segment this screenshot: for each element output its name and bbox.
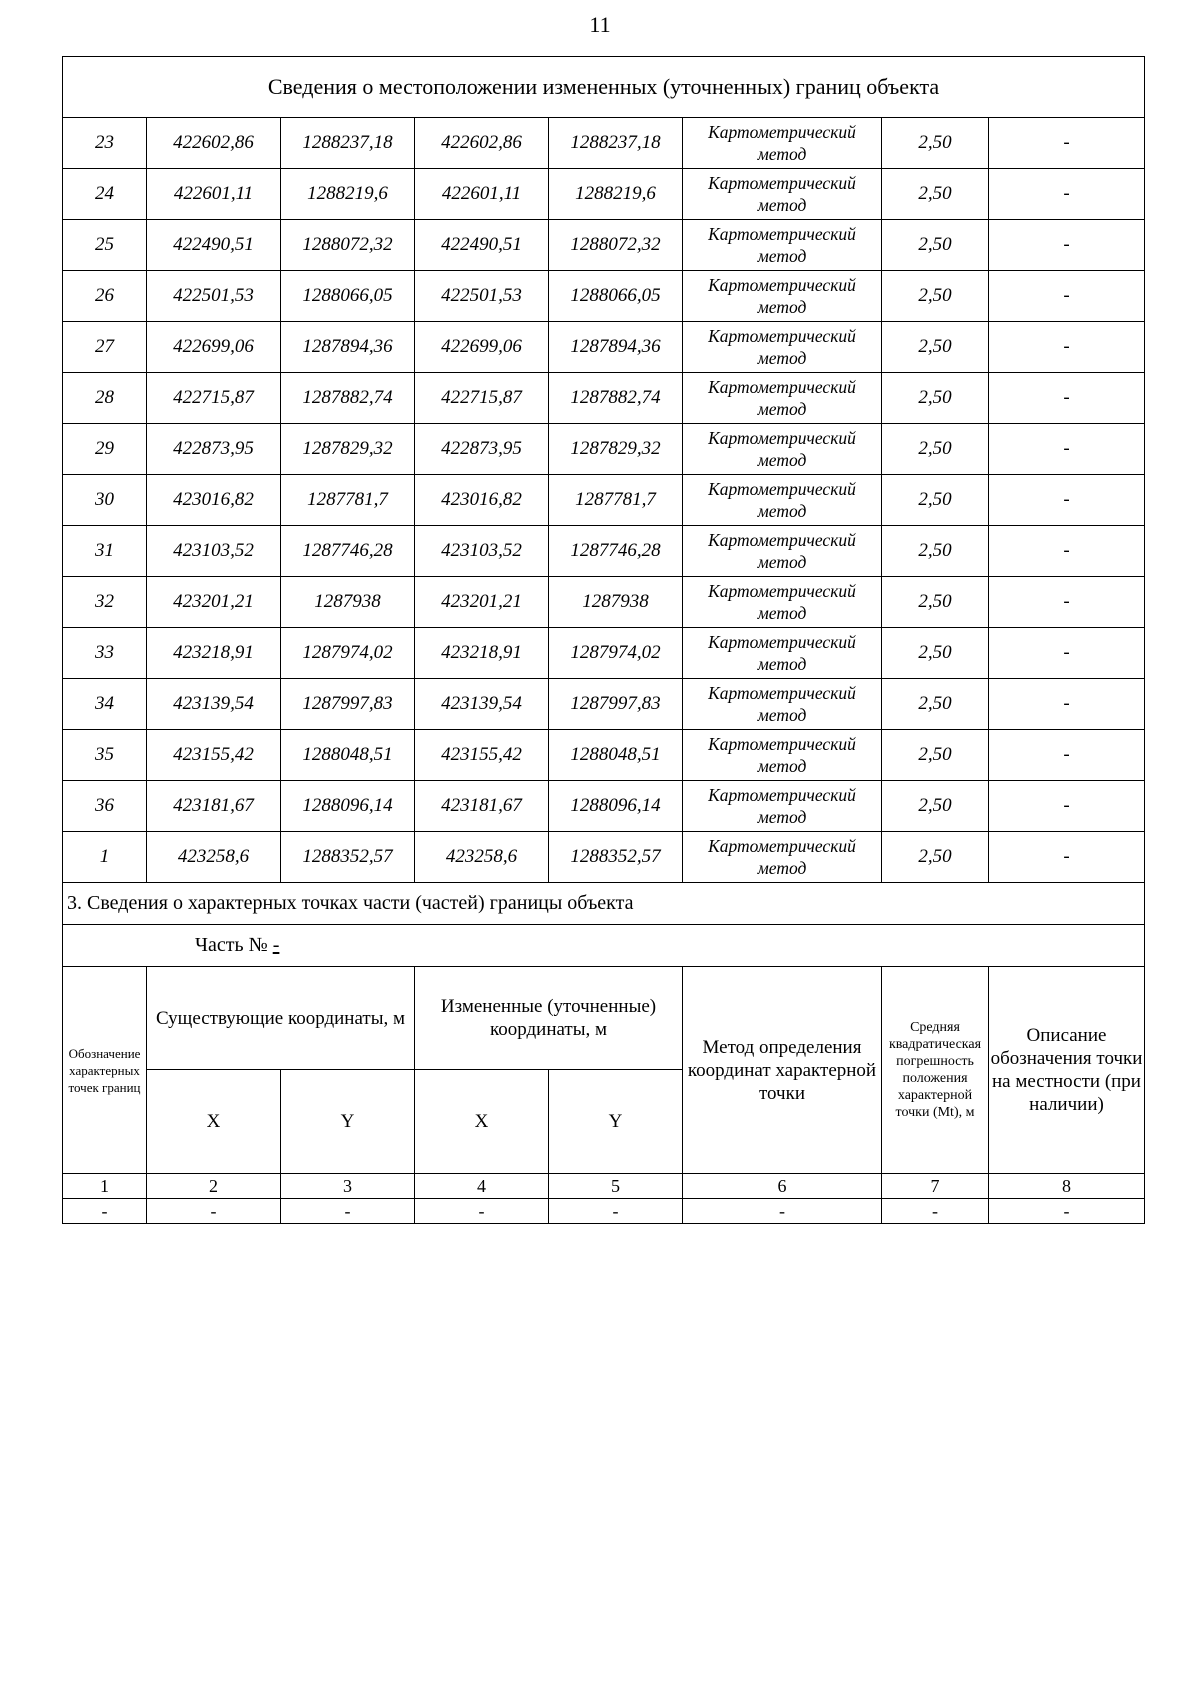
mt-cell: 2,50 (882, 730, 989, 781)
changed-x-cell: 422601,11 (415, 169, 549, 220)
description-cell: - (989, 271, 1145, 322)
point-number-cell: 32 (63, 577, 147, 628)
table-row (63, 781, 1145, 832)
part-number (63, 925, 1145, 967)
point-number-cell: 30 (63, 475, 147, 526)
table-title: Сведения о местоположении измененных (уточненных) границ объекта (63, 57, 1145, 118)
changed-y-cell: 1288352,57 (549, 832, 683, 883)
existing-x-cell: 423103,52 (147, 526, 281, 577)
changed-y-cell: 1288219,6 (549, 169, 683, 220)
changed-y-cell: 1287746,28 (549, 526, 683, 577)
changed-x-cell: 423218,91 (415, 628, 549, 679)
existing-y-cell: 1287746,28 (281, 526, 415, 577)
point-number-cell: 34 (63, 679, 147, 730)
table-row (63, 628, 1145, 679)
existing-y-cell: 1287938 (281, 577, 415, 628)
changed-y-cell: 1287781,7 (549, 475, 683, 526)
table-row (63, 577, 1145, 628)
existing-y-cell: 1287997,83 (281, 679, 415, 730)
method-cell: Картометрический метод (683, 475, 882, 526)
method-cell: Картометрический метод (683, 322, 882, 373)
changed-y-cell: 1287882,74 (549, 373, 683, 424)
point-number-cell: 25 (63, 220, 147, 271)
table-row (63, 730, 1145, 781)
column-number-cell: 8 (989, 1174, 1145, 1199)
mt-cell: 2,50 (882, 832, 989, 883)
changed-y-cell: 1287974,02 (549, 628, 683, 679)
changed-x-cell: 422602,86 (415, 118, 549, 169)
description-cell: - (989, 118, 1145, 169)
mt-cell: 2,50 (882, 169, 989, 220)
mt-cell: 2,50 (882, 628, 989, 679)
mt-header: Средняя квадратическая погрешность положения характерной точки (Mt), м (882, 967, 989, 1174)
changed-x-cell: 423016,82 (415, 475, 549, 526)
description-cell: - (989, 679, 1145, 730)
point-number-cell: 24 (63, 169, 147, 220)
changed-y-cell: 1288096,14 (549, 781, 683, 832)
empty-cell: - (63, 1199, 147, 1224)
changed-y-cell: 1288237,18 (549, 118, 683, 169)
point-number-cell: 1 (63, 832, 147, 883)
point-number-cell: 36 (63, 781, 147, 832)
existing-y-cell: 1288066,05 (281, 271, 415, 322)
description-cell: - (989, 628, 1145, 679)
changed-y-cell: 1288048,51 (549, 730, 683, 781)
page-number: 11 (589, 12, 611, 37)
description-cell: - (989, 781, 1145, 832)
section-3-title: 3. Сведения о характерных точках части (частей) границы объекта (63, 883, 1145, 925)
column-number-cell: 3 (281, 1174, 415, 1199)
part-number-row (63, 925, 1145, 967)
mt-cell: 2,50 (882, 679, 989, 730)
table-row (63, 424, 1145, 475)
existing-y-cell: 1287882,74 (281, 373, 415, 424)
changed-x-cell: 422699,06 (415, 322, 549, 373)
table-row (63, 322, 1145, 373)
existing-y-cell: 1288096,14 (281, 781, 415, 832)
existing-y-header: Y (281, 1070, 415, 1174)
description-cell: - (989, 577, 1145, 628)
mt-cell: 2,50 (882, 424, 989, 475)
mt-cell: 2,50 (882, 322, 989, 373)
table-row (63, 220, 1145, 271)
table-row (63, 1199, 1145, 1224)
point-number-cell: 29 (63, 424, 147, 475)
method-cell: Картометрический метод (683, 526, 882, 577)
empty-cell: - (683, 1199, 882, 1224)
mt-cell: 2,50 (882, 373, 989, 424)
point-number-cell: 33 (63, 628, 147, 679)
changed-y-cell: 1287894,36 (549, 322, 683, 373)
table-row (63, 118, 1145, 169)
changed-x-header: X (415, 1070, 549, 1174)
changed-coords-header: Измененные (уточненные) координаты, м (415, 967, 683, 1070)
method-cell: Картометрический метод (683, 373, 882, 424)
empty-cell: - (549, 1199, 683, 1224)
table-row (63, 271, 1145, 322)
method-header: Метод определения координат характерной точки (683, 967, 882, 1174)
description-cell: - (989, 169, 1145, 220)
changed-y-cell: 1288066,05 (549, 271, 683, 322)
existing-x-cell: 422601,11 (147, 169, 281, 220)
mt-cell: 2,50 (882, 781, 989, 832)
empty-cell: - (147, 1199, 281, 1224)
description-cell: - (989, 220, 1145, 271)
method-cell: Картометрический метод (683, 832, 882, 883)
table-row (63, 679, 1145, 730)
column-number-cell: 5 (549, 1174, 683, 1199)
part-label: Часть № (195, 934, 268, 956)
existing-x-cell: 422699,06 (147, 322, 281, 373)
mt-cell: 2,50 (882, 526, 989, 577)
point-number-cell: 28 (63, 373, 147, 424)
description-cell: - (989, 475, 1145, 526)
point-number-cell: 31 (63, 526, 147, 577)
changed-y-header: Y (549, 1070, 683, 1174)
existing-x-header: X (147, 1070, 281, 1174)
changed-x-cell: 423155,42 (415, 730, 549, 781)
changed-x-cell: 423103,52 (415, 526, 549, 577)
table-row (63, 526, 1145, 577)
empty-cell: - (989, 1199, 1145, 1224)
table-row (63, 832, 1145, 883)
description-cell: - (989, 730, 1145, 781)
existing-y-cell: 1287829,32 (281, 424, 415, 475)
column-number-cell: 7 (882, 1174, 989, 1199)
mt-cell: 2,50 (882, 118, 989, 169)
changed-x-cell: 423201,21 (415, 577, 549, 628)
existing-y-cell: 1288072,32 (281, 220, 415, 271)
changed-y-cell: 1287997,83 (549, 679, 683, 730)
existing-y-cell: 1287781,7 (281, 475, 415, 526)
description-cell: - (989, 424, 1145, 475)
existing-x-cell: 422602,86 (147, 118, 281, 169)
part-value: - (272, 934, 280, 956)
column-number-cell: 4 (415, 1174, 549, 1199)
existing-y-cell: 1288048,51 (281, 730, 415, 781)
section-3-title-row (63, 883, 1145, 925)
changed-y-cell: 1287938 (549, 577, 683, 628)
empty-cell: - (882, 1199, 989, 1224)
existing-x-cell: 423201,21 (147, 577, 281, 628)
method-cell: Картометрический метод (683, 730, 882, 781)
column-number-cell: 6 (683, 1174, 882, 1199)
description-cell: - (989, 526, 1145, 577)
method-cell: Картометрический метод (683, 424, 882, 475)
mt-cell: 2,50 (882, 577, 989, 628)
description-cell: - (989, 322, 1145, 373)
mt-cell: 2,50 (882, 475, 989, 526)
description-header: Описание обозначения точки на местности (при наличии) (989, 967, 1145, 1174)
method-cell: Картометрический метод (683, 169, 882, 220)
boundary-table (62, 56, 1145, 1224)
existing-x-cell: 422490,51 (147, 220, 281, 271)
point-number-cell: 26 (63, 271, 147, 322)
method-cell: Картометрический метод (683, 220, 882, 271)
existing-y-cell: 1287974,02 (281, 628, 415, 679)
existing-y-cell: 1288237,18 (281, 118, 415, 169)
existing-y-cell: 1288352,57 (281, 832, 415, 883)
method-cell: Картометрический метод (683, 781, 882, 832)
changed-x-cell: 422490,51 (415, 220, 549, 271)
header-row-1 (63, 967, 1145, 1070)
point-number-cell: 23 (63, 118, 147, 169)
existing-y-cell: 1288219,6 (281, 169, 415, 220)
column-number-cell: 1 (63, 1174, 147, 1199)
existing-x-cell: 423155,42 (147, 730, 281, 781)
changed-x-cell: 422501,53 (415, 271, 549, 322)
existing-x-cell: 423218,91 (147, 628, 281, 679)
method-cell: Картометрический метод (683, 118, 882, 169)
point-number-cell: 27 (63, 322, 147, 373)
description-cell: - (989, 832, 1145, 883)
existing-x-cell: 423258,6 (147, 832, 281, 883)
method-cell: Картометрический метод (683, 679, 882, 730)
changed-y-cell: 1288072,32 (549, 220, 683, 271)
changed-x-cell: 422715,87 (415, 373, 549, 424)
method-cell: Картометрический метод (683, 577, 882, 628)
existing-x-cell: 423016,82 (147, 475, 281, 526)
table-row (63, 373, 1145, 424)
changed-x-cell: 422873,95 (415, 424, 549, 475)
changed-x-cell: 423258,6 (415, 832, 549, 883)
description-cell: - (989, 373, 1145, 424)
existing-x-cell: 423181,67 (147, 781, 281, 832)
empty-cell: - (281, 1199, 415, 1224)
table-row (63, 169, 1145, 220)
mt-cell: 2,50 (882, 220, 989, 271)
existing-x-cell: 422715,87 (147, 373, 281, 424)
changed-x-cell: 423139,54 (415, 679, 549, 730)
designation-header: Обозначение характерных точек границ (63, 967, 147, 1174)
column-number-cell: 2 (147, 1174, 281, 1199)
mt-cell: 2,50 (882, 271, 989, 322)
existing-coords-header: Существующие координаты, м (147, 967, 415, 1070)
changed-x-cell: 423181,67 (415, 781, 549, 832)
empty-cell: - (415, 1199, 549, 1224)
existing-x-cell: 423139,54 (147, 679, 281, 730)
existing-y-cell: 1287894,36 (281, 322, 415, 373)
existing-x-cell: 422501,53 (147, 271, 281, 322)
table-title-row (63, 57, 1145, 118)
point-number-cell: 35 (63, 730, 147, 781)
method-cell: Картометрический метод (683, 628, 882, 679)
method-cell: Картометрический метод (683, 271, 882, 322)
changed-y-cell: 1287829,32 (549, 424, 683, 475)
existing-x-cell: 422873,95 (147, 424, 281, 475)
table-row (63, 475, 1145, 526)
column-numbers-row (63, 1174, 1145, 1199)
